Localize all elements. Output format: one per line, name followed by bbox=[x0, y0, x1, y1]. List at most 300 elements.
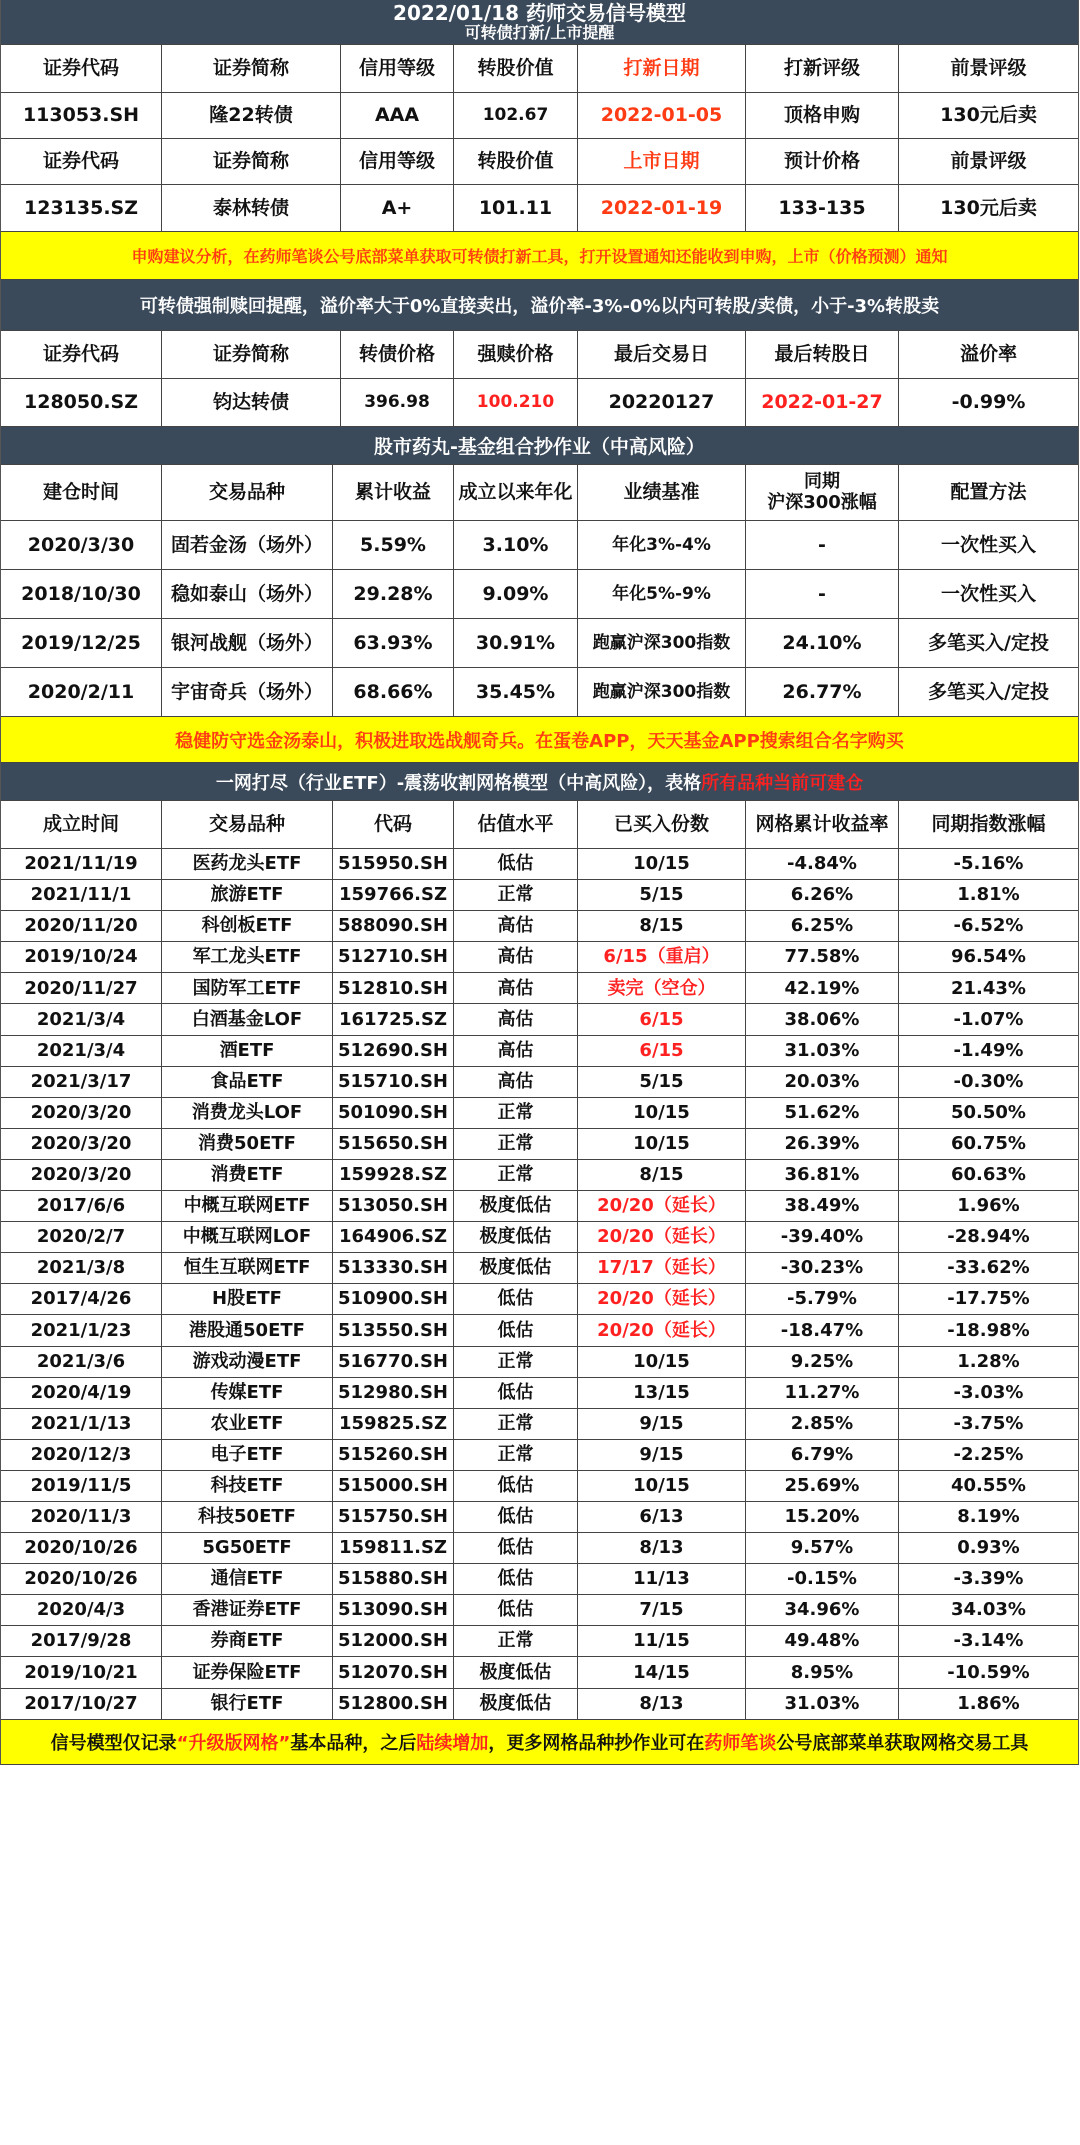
table-cell: 2020/2/11 bbox=[1, 668, 162, 716]
table-cell: 电子ETF bbox=[162, 1440, 333, 1470]
table-cell: 银行ETF bbox=[162, 1689, 333, 1719]
table-cell: 10/15 bbox=[578, 849, 746, 879]
table-cell: 501090.SH bbox=[333, 1098, 454, 1128]
table-cell: 酒ETF bbox=[162, 1036, 333, 1066]
header-line: 同期 bbox=[804, 470, 840, 492]
table-cell: 515260.SH bbox=[333, 1440, 454, 1470]
table-cell: 5/15 bbox=[578, 880, 746, 910]
table-row bbox=[1, 1440, 1078, 1471]
table-cell: 130元后卖 bbox=[940, 196, 1037, 219]
table-cell: 2019/12/25 bbox=[1, 619, 162, 667]
table-cell: 2019/10/21 bbox=[1, 1657, 162, 1687]
footer-highlight: 陆续增加 bbox=[416, 1732, 489, 1754]
table-cell: 38.06% bbox=[746, 1004, 899, 1034]
table-cell: 21.43% bbox=[951, 977, 1026, 999]
table-cell: 2018/10/30 bbox=[1, 570, 162, 618]
table-cell: -4.84% bbox=[746, 849, 899, 879]
table-cell: 2020/12/3 bbox=[1, 1440, 162, 1470]
table-cell: 正常 bbox=[454, 1160, 578, 1190]
header-cell: 最后交易日 bbox=[578, 331, 746, 378]
sheet-title-block bbox=[1, 0, 1078, 45]
redemption-data-row bbox=[1, 379, 1078, 427]
fund-row bbox=[1, 619, 1078, 668]
table-cell: 科技50ETF bbox=[162, 1502, 333, 1532]
table-cell: 跑赢沪深300指数 bbox=[578, 668, 746, 716]
table-cell: 2021/3/6 bbox=[1, 1347, 162, 1377]
table-cell: 9.25% bbox=[746, 1347, 899, 1377]
table-cell: 50.50% bbox=[951, 1101, 1026, 1123]
ipo-header-row-1 bbox=[1, 45, 1078, 93]
table-row bbox=[1, 1689, 1078, 1720]
table-cell: 低估 bbox=[454, 1315, 578, 1345]
table-cell: 正常 bbox=[454, 1440, 578, 1470]
ipo-notice-banner bbox=[1, 232, 1078, 280]
table-cell: 1.96% bbox=[957, 1195, 1020, 1217]
table-cell: 9.09% bbox=[454, 570, 578, 618]
table-cell: 34.03% bbox=[951, 1599, 1026, 1621]
grid-header-row bbox=[1, 801, 1078, 849]
table-cell: 高估 bbox=[454, 942, 578, 972]
table-cell: 通信ETF bbox=[162, 1564, 333, 1594]
table-cell: 2019/11/5 bbox=[1, 1471, 162, 1501]
table-cell: 14/15 bbox=[578, 1657, 746, 1687]
fund-row bbox=[1, 521, 1078, 570]
table-cell: -18.47% bbox=[746, 1315, 899, 1345]
footer-text: 基本品种，之后 bbox=[290, 1732, 417, 1754]
table-cell: 9/15 bbox=[578, 1440, 746, 1470]
table-cell: -2.25% bbox=[953, 1443, 1024, 1465]
table-cell: 宇宙奇兵（场外） bbox=[162, 668, 333, 716]
table-cell: 2020/3/20 bbox=[1, 1098, 162, 1128]
table-cell: 消费ETF bbox=[162, 1160, 333, 1190]
table-cell: 卖完（空仓） bbox=[578, 973, 746, 1003]
table-cell: 5/15 bbox=[578, 1067, 746, 1097]
table-cell: 农业ETF bbox=[162, 1409, 333, 1439]
table-cell: 银河战舰（场外） bbox=[162, 619, 333, 667]
table-cell: 510900.SH bbox=[333, 1284, 454, 1314]
table-cell: 年化5%-9% bbox=[578, 570, 746, 618]
table-cell: 券商ETF bbox=[162, 1626, 333, 1656]
table-cell: 2021/11/1 bbox=[1, 880, 162, 910]
table-cell: 10/15 bbox=[578, 1347, 746, 1377]
header-cell: 累计收益 bbox=[333, 465, 454, 520]
table-cell: 极度低估 bbox=[454, 1253, 578, 1283]
ipo-data-row-2 bbox=[1, 185, 1078, 232]
header-cell: 证券简称 bbox=[162, 45, 341, 92]
table-cell: 30.91% bbox=[454, 619, 578, 667]
grid-rows bbox=[1, 849, 1078, 1720]
table-cell: 跑赢沪深300指数 bbox=[578, 619, 746, 667]
table-cell: 31.03% bbox=[746, 1036, 899, 1066]
table-cell: 10/15 bbox=[578, 1098, 746, 1128]
table-cell: -39.40% bbox=[746, 1222, 899, 1252]
table-cell: 102.67 bbox=[454, 93, 578, 138]
table-cell: -1.49% bbox=[953, 1039, 1024, 1061]
table-cell: 2022-01-27 bbox=[746, 379, 899, 426]
table-cell: 港股通50ETF bbox=[162, 1315, 333, 1345]
table-row bbox=[1, 911, 1078, 942]
table-cell: 8/15 bbox=[578, 911, 746, 941]
table-cell: 2017/6/6 bbox=[1, 1191, 162, 1221]
table-cell: -3.75% bbox=[953, 1412, 1024, 1434]
table-cell: 5G50ETF bbox=[162, 1533, 333, 1563]
table-row bbox=[1, 1222, 1078, 1253]
table-cell: 42.19% bbox=[746, 973, 899, 1003]
header-cell: 业绩基准 bbox=[578, 465, 746, 520]
funds-rows bbox=[1, 521, 1078, 717]
table-cell: 10/15 bbox=[578, 1129, 746, 1159]
redemption-title bbox=[1, 280, 1078, 331]
table-cell: -33.62% bbox=[947, 1257, 1030, 1279]
header-cell: 最后转股日 bbox=[746, 331, 899, 378]
table-row bbox=[1, 1284, 1078, 1315]
funds-title bbox=[1, 427, 1078, 465]
table-cell: 20/20（延长） bbox=[578, 1315, 746, 1345]
table-row bbox=[1, 1160, 1078, 1191]
table-cell: 消费50ETF bbox=[162, 1129, 333, 1159]
table-cell: 低估 bbox=[454, 1502, 578, 1532]
table-cell: 63.93% bbox=[333, 619, 454, 667]
table-cell: 513550.SH bbox=[333, 1315, 454, 1345]
table-cell: H股ETF bbox=[162, 1284, 333, 1314]
table-cell: 24.10% bbox=[746, 619, 899, 667]
table-cell: 101.11 bbox=[454, 185, 578, 231]
table-cell: 2020/4/19 bbox=[1, 1378, 162, 1408]
table-cell: 一次性买入 bbox=[940, 582, 1036, 605]
table-cell: -3.39% bbox=[953, 1568, 1024, 1590]
table-cell: 13/15 bbox=[578, 1378, 746, 1408]
table-cell: 2020/2/7 bbox=[1, 1222, 162, 1252]
table-cell: 8/13 bbox=[578, 1533, 746, 1563]
table-cell: 2020/3/30 bbox=[1, 521, 162, 569]
header-cell: 证券代码 bbox=[1, 139, 162, 184]
table-cell: 130元后卖 bbox=[940, 104, 1037, 127]
header-cell: 转股价值 bbox=[454, 139, 578, 184]
table-cell: -28.94% bbox=[947, 1226, 1030, 1248]
table-cell: 36.81% bbox=[746, 1160, 899, 1190]
table-cell: 2020/10/26 bbox=[1, 1533, 162, 1563]
table-cell: 26.39% bbox=[746, 1129, 899, 1159]
table-cell: 中概互联网LOF bbox=[162, 1222, 333, 1252]
table-cell: - bbox=[746, 521, 899, 569]
table-cell: 159811.SZ bbox=[333, 1533, 454, 1563]
table-cell: -18.98% bbox=[947, 1319, 1030, 1341]
grid-title-highlight: 所有品种当前可建仓 bbox=[701, 772, 864, 794]
table-cell: 2017/10/27 bbox=[1, 1689, 162, 1719]
table-row bbox=[1, 880, 1078, 911]
table-cell: 20220127 bbox=[578, 379, 746, 426]
table-cell: -3.03% bbox=[953, 1381, 1024, 1403]
table-cell: 2021/1/23 bbox=[1, 1315, 162, 1345]
table-cell: 159766.SZ bbox=[333, 880, 454, 910]
table-row bbox=[1, 1502, 1078, 1533]
table-cell: 3.10% bbox=[454, 521, 578, 569]
table-cell: 9/15 bbox=[578, 1409, 746, 1439]
table-row bbox=[1, 973, 1078, 1004]
table-cell: 512690.SH bbox=[333, 1036, 454, 1066]
table-cell: 医药龙头ETF bbox=[162, 849, 333, 879]
table-cell: 一次性买入 bbox=[940, 533, 1036, 556]
table-cell: 极度低估 bbox=[454, 1689, 578, 1719]
table-cell: A+ bbox=[341, 185, 454, 231]
table-cell: 128050.SZ bbox=[1, 379, 162, 426]
table-cell: 低估 bbox=[454, 1471, 578, 1501]
header-cell-hs300 bbox=[746, 465, 899, 520]
table-row bbox=[1, 1191, 1078, 1222]
table-cell: 588090.SH bbox=[333, 911, 454, 941]
table-cell: 512800.SH bbox=[333, 1689, 454, 1719]
table-cell: 极度低估 bbox=[454, 1191, 578, 1221]
ipo-notice-text: 申购建议分析，在药师笔谈公号底部菜单获取可转债打新工具，打开设置通知还能收到申购，上市（价格预测）通知 bbox=[131, 247, 948, 266]
table-cell: 512980.SH bbox=[333, 1378, 454, 1408]
table-row bbox=[1, 1595, 1078, 1626]
table-cell: - bbox=[746, 570, 899, 618]
funds-title-text: 股市药丸-基金组合抄作业（中高风险） bbox=[374, 436, 705, 458]
table-cell: 传媒ETF bbox=[162, 1378, 333, 1408]
header-cell: 强赎价格 bbox=[454, 331, 578, 378]
table-row bbox=[1, 1315, 1078, 1346]
table-cell: 512000.SH bbox=[333, 1626, 454, 1656]
table-cell: 8.95% bbox=[746, 1657, 899, 1687]
table-cell: 2021/3/4 bbox=[1, 1036, 162, 1066]
header-cell: 打新日期 bbox=[578, 45, 746, 92]
table-cell: -1.07% bbox=[953, 1008, 1024, 1030]
table-cell: 2021/3/8 bbox=[1, 1253, 162, 1283]
table-cell: 极度低估 bbox=[454, 1657, 578, 1687]
table-cell: 高估 bbox=[454, 973, 578, 1003]
table-cell: -30.23% bbox=[746, 1253, 899, 1283]
table-cell: 恒生互联网ETF bbox=[162, 1253, 333, 1283]
table-cell: 稳如泰山（场外） bbox=[162, 570, 333, 618]
table-row bbox=[1, 1067, 1078, 1098]
header-cell: 前景评级 bbox=[950, 57, 1027, 80]
header-cell: 配置方法 bbox=[950, 481, 1027, 504]
table-cell: 2020/3/20 bbox=[1, 1129, 162, 1159]
table-cell: 6/15（重启） bbox=[578, 942, 746, 972]
header-cell: 交易品种 bbox=[162, 801, 333, 848]
header-cell: 证券代码 bbox=[1, 331, 162, 378]
table-cell: 164906.SZ bbox=[333, 1222, 454, 1252]
table-cell: 68.66% bbox=[333, 668, 454, 716]
table-row bbox=[1, 942, 1078, 973]
table-cell: 极度低估 bbox=[454, 1222, 578, 1252]
table-cell: 2021/3/17 bbox=[1, 1067, 162, 1097]
table-cell: 2020/11/3 bbox=[1, 1502, 162, 1532]
table-row bbox=[1, 1129, 1078, 1160]
header-cell: 信用等级 bbox=[341, 45, 454, 92]
table-cell: 159928.SZ bbox=[333, 1160, 454, 1190]
footer-highlight: 药师笔谈 bbox=[704, 1732, 777, 1754]
table-cell: 161725.SZ bbox=[333, 1004, 454, 1034]
table-cell: 多笔买入/定投 bbox=[928, 631, 1049, 654]
table-row bbox=[1, 1409, 1078, 1440]
ipo-data-row-1 bbox=[1, 93, 1078, 139]
table-cell: 6.79% bbox=[746, 1440, 899, 1470]
table-cell: 2020/4/3 bbox=[1, 1595, 162, 1625]
header-cell: 已买入份数 bbox=[578, 801, 746, 848]
table-row bbox=[1, 1533, 1078, 1564]
table-cell: 40.55% bbox=[951, 1475, 1026, 1497]
table-cell: 512710.SH bbox=[333, 942, 454, 972]
table-cell: 10/15 bbox=[578, 1471, 746, 1501]
table-cell: 20/20（延长） bbox=[578, 1284, 746, 1314]
table-cell: 固若金汤（场外） bbox=[162, 521, 333, 569]
table-cell: 正常 bbox=[454, 1098, 578, 1128]
table-cell: 国防军工ETF bbox=[162, 973, 333, 1003]
header-line: 沪深300涨幅 bbox=[767, 491, 877, 513]
footer-text: ，更多网格品种抄作业可在 bbox=[488, 1732, 705, 1754]
table-cell: 26.77% bbox=[746, 668, 899, 716]
table-cell: 516770.SH bbox=[333, 1347, 454, 1377]
funds-notice-text: 稳健防守选金汤泰山，积极进取选战舰奇兵。在蛋卷APP，天天基金APP搜索组合名字购买 bbox=[175, 730, 904, 752]
table-cell: 515650.SH bbox=[333, 1129, 454, 1159]
table-cell: 食品ETF bbox=[162, 1067, 333, 1097]
table-cell: 513090.SH bbox=[333, 1595, 454, 1625]
table-cell: -10.59% bbox=[947, 1661, 1030, 1683]
table-cell: 25.69% bbox=[746, 1471, 899, 1501]
header-cell: 溢价率 bbox=[959, 343, 1017, 366]
header-cell: 预计价格 bbox=[746, 139, 899, 184]
table-cell: 515950.SH bbox=[333, 849, 454, 879]
header-cell: 上市日期 bbox=[578, 139, 746, 184]
redemption-header-row bbox=[1, 331, 1078, 379]
table-cell: 2020/10/26 bbox=[1, 1564, 162, 1594]
table-cell: 隆22转债 bbox=[162, 93, 341, 138]
header-cell: 证券代码 bbox=[1, 45, 162, 92]
table-cell: 2020/3/20 bbox=[1, 1160, 162, 1190]
table-cell: 513050.SH bbox=[333, 1191, 454, 1221]
table-cell: 泰林转债 bbox=[162, 185, 341, 231]
table-cell: -6.52% bbox=[953, 915, 1024, 937]
header-cell: 证券简称 bbox=[162, 331, 341, 378]
table-cell: 2.85% bbox=[746, 1409, 899, 1439]
table-cell: 515880.SH bbox=[333, 1564, 454, 1594]
table-cell: 11/15 bbox=[578, 1626, 746, 1656]
header-cell: 估值水平 bbox=[454, 801, 578, 848]
table-cell: 6/15 bbox=[578, 1004, 746, 1034]
header-cell: 建仓时间 bbox=[1, 465, 162, 520]
table-cell: 低估 bbox=[454, 849, 578, 879]
table-cell: 钧达转债 bbox=[162, 379, 341, 426]
header-cell: 网格累计收益率 bbox=[746, 801, 899, 848]
table-cell: 科技ETF bbox=[162, 1471, 333, 1501]
table-cell: 96.54% bbox=[951, 946, 1026, 968]
footer-highlight: “升级版网格” bbox=[176, 1732, 291, 1754]
table-cell: -5.79% bbox=[746, 1284, 899, 1314]
header-cell: 转债价格 bbox=[341, 331, 454, 378]
table-cell: 高估 bbox=[454, 1036, 578, 1066]
table-cell: 1.81% bbox=[957, 884, 1020, 906]
table-cell: 5.59% bbox=[333, 521, 454, 569]
table-cell: 2021/3/4 bbox=[1, 1004, 162, 1034]
table-cell: 6.26% bbox=[746, 880, 899, 910]
table-cell: 8/13 bbox=[578, 1689, 746, 1719]
table-cell: 7/15 bbox=[578, 1595, 746, 1625]
table-cell: 515000.SH bbox=[333, 1471, 454, 1501]
table-cell: 顶格申购 bbox=[746, 93, 899, 138]
table-cell: 51.62% bbox=[746, 1098, 899, 1128]
table-cell: 77.58% bbox=[746, 942, 899, 972]
table-cell: 正常 bbox=[454, 1347, 578, 1377]
table-cell: 2020/11/20 bbox=[1, 911, 162, 941]
table-cell: 17/17（延长） bbox=[578, 1253, 746, 1283]
table-cell: 香港证券ETF bbox=[162, 1595, 333, 1625]
table-cell: 515710.SH bbox=[333, 1067, 454, 1097]
table-cell: 2021/11/19 bbox=[1, 849, 162, 879]
table-cell: 高估 bbox=[454, 1004, 578, 1034]
table-cell: 11.27% bbox=[746, 1378, 899, 1408]
footer-banner bbox=[1, 1720, 1078, 1765]
table-cell: 2022-01-05 bbox=[578, 93, 746, 138]
table-cell: 低估 bbox=[454, 1564, 578, 1594]
header-cell: 成立时间 bbox=[1, 801, 162, 848]
header-cell: 交易品种 bbox=[162, 465, 333, 520]
table-cell: 低估 bbox=[454, 1533, 578, 1563]
table-row bbox=[1, 1098, 1078, 1129]
table-cell: 军工龙头ETF bbox=[162, 942, 333, 972]
table-cell: 正常 bbox=[454, 1626, 578, 1656]
table-cell: 512070.SH bbox=[333, 1657, 454, 1687]
table-cell: 正常 bbox=[454, 1129, 578, 1159]
table-cell: 2022-01-19 bbox=[578, 185, 746, 231]
header-cell: 前景评级 bbox=[950, 150, 1027, 173]
table-cell: 113053.SH bbox=[1, 93, 162, 138]
fund-row bbox=[1, 570, 1078, 619]
table-cell: 1.28% bbox=[957, 1350, 1020, 1372]
table-cell: 低估 bbox=[454, 1378, 578, 1408]
table-cell: 中概互联网ETF bbox=[162, 1191, 333, 1221]
table-row bbox=[1, 1626, 1078, 1657]
table-cell: 2019/10/24 bbox=[1, 942, 162, 972]
table-cell: 正常 bbox=[454, 880, 578, 910]
header-cell: 代码 bbox=[333, 801, 454, 848]
table-cell: 1.86% bbox=[957, 1692, 1020, 1714]
table-row bbox=[1, 1347, 1078, 1378]
table-cell: 60.63% bbox=[951, 1164, 1026, 1186]
grid-title-text: 一网打尽（行业ETF）-震荡收割网格模型（中高风险），表格 bbox=[215, 772, 702, 794]
table-cell: -0.30% bbox=[953, 1070, 1024, 1092]
table-cell: 20/20（延长） bbox=[578, 1191, 746, 1221]
table-cell: 15.20% bbox=[746, 1502, 899, 1532]
table-cell: 年化3%-4% bbox=[578, 521, 746, 569]
fund-row bbox=[1, 668, 1078, 717]
table-cell: -0.99% bbox=[951, 391, 1026, 414]
table-cell: 白酒基金LOF bbox=[162, 1004, 333, 1034]
table-cell: 20.03% bbox=[746, 1067, 899, 1097]
table-row bbox=[1, 1004, 1078, 1035]
table-cell: 2017/9/28 bbox=[1, 1626, 162, 1656]
table-cell: 高估 bbox=[454, 911, 578, 941]
table-cell: 证券保险ETF bbox=[162, 1657, 333, 1687]
table-row bbox=[1, 1378, 1078, 1409]
table-cell: -3.14% bbox=[953, 1630, 1024, 1652]
table-cell: 6.25% bbox=[746, 911, 899, 941]
table-row bbox=[1, 1253, 1078, 1284]
header-cell: 信用等级 bbox=[341, 139, 454, 184]
table-cell: 515750.SH bbox=[333, 1502, 454, 1532]
table-cell: 低估 bbox=[454, 1284, 578, 1314]
table-cell: -17.75% bbox=[947, 1288, 1030, 1310]
table-cell: 9.57% bbox=[746, 1533, 899, 1563]
table-row bbox=[1, 1471, 1078, 1502]
table-cell: 低估 bbox=[454, 1595, 578, 1625]
table-cell: 513330.SH bbox=[333, 1253, 454, 1283]
table-row bbox=[1, 1036, 1078, 1067]
table-cell: 2017/4/26 bbox=[1, 1284, 162, 1314]
table-cell: AAA bbox=[341, 93, 454, 138]
table-cell: 2020/11/27 bbox=[1, 973, 162, 1003]
header-cell: 同期指数涨幅 bbox=[931, 813, 1046, 836]
